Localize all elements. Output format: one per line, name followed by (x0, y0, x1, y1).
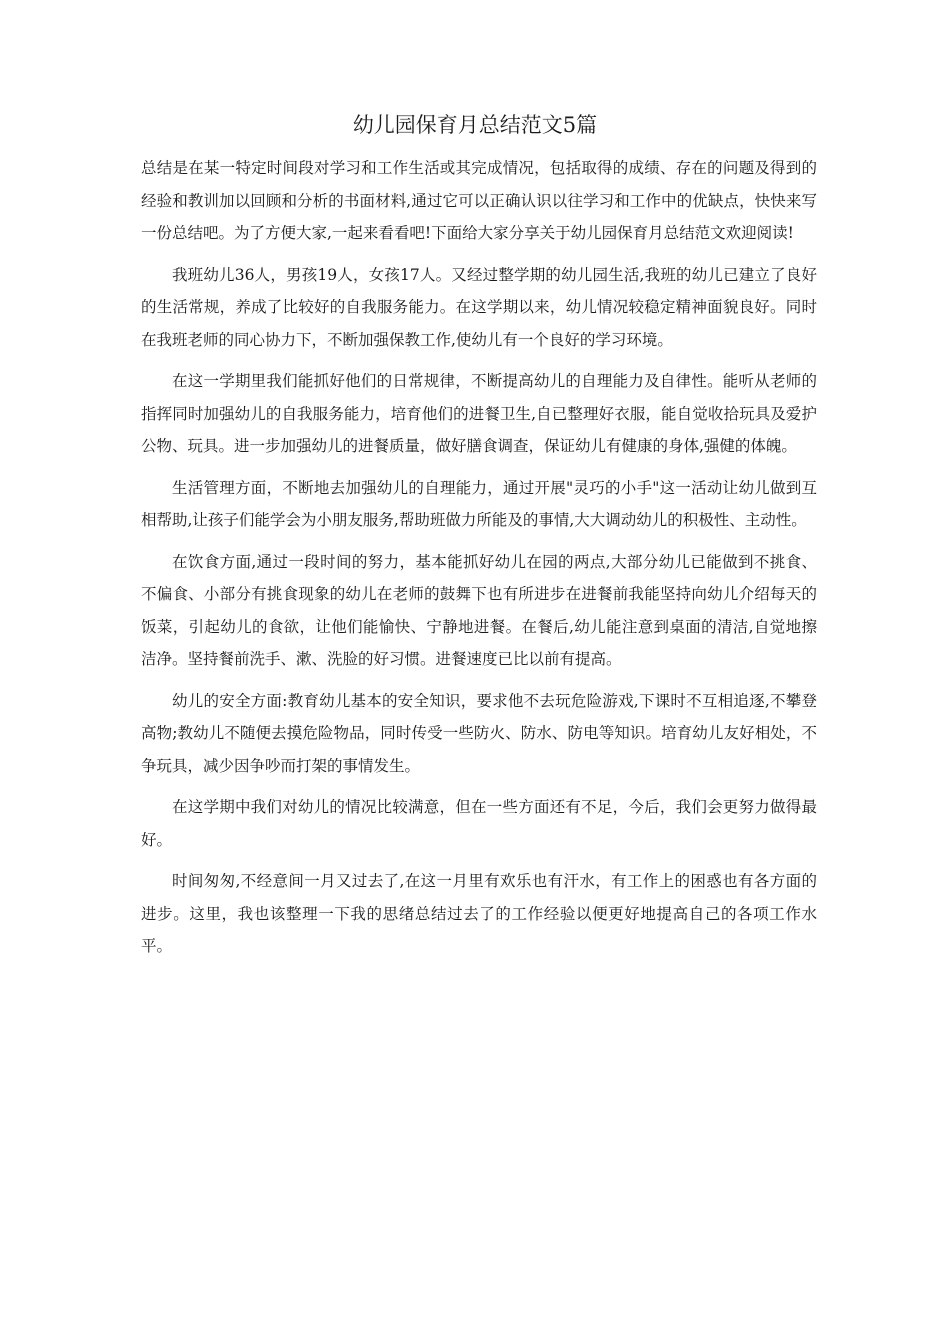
document-body (141, 152, 817, 972)
paragraph-daily-routine: 在这一学期里我们能抓好他们的日常规律，不断提高幼儿的自理能力及自律性。能听从老师的指挥同时加强幼儿的自我服务能力，培育他们的进餐卫生,自已整理好衣服，能自觉收拾玩具及爱护公物、玩具。进一步加强幼儿的进餐质量，做好膳食调查，保证幼儿有健康的身体,强健的体魄。 (141, 372, 817, 455)
paragraph-second-summary-intro: 时间匆匆,不经意间一月又过去了,在这一月里有欢乐也有汗水，有工作上的困惑也有各方面的进步。这里，我也该整理一下我的思绪总结过去了的工作经验以便更好地提高自己的各项工作水平。 (141, 872, 817, 955)
paragraph-safety: 幼儿的安全方面:教育幼儿基本的安全知识，要求他不去玩危险游戏,下课时不互相追逐,不攀登高物;教幼儿不随便去摸危险物品，同时传受一些防火、防水、防电等知识。培育幼儿友好相处，不争玩具，减少因争吵而打架的事情发生。 (141, 691, 817, 775)
document-title: 幼儿园保育月总结范文5篇 (352, 113, 598, 137)
paragraph-diet: 在饮食方面,通过一段时间的努力，基本能抓好幼儿在园的两点,大部分幼儿已能做到不挑食、不偏食、小部分有挑食现象的幼儿在老师的鼓舞下也有所进步在进餐前我能坚持向幼儿介绍每天的饭菜，引起幼儿的食欲，让他们能愉快、宁静地进餐。在餐后,幼儿能注意到桌面的清洁,自觉地擦洁净。坚持餐前洗手、漱、洗脸的好习惯。进餐速度已比以前有提高。 (141, 552, 817, 668)
paragraph-intro: 总结是在某一特定时间段对学习和工作生活或其完成情况，包括取得的成绩、存在的问题及得到的经验和教训加以回顾和分析的书面材料,通过它可以正确认识以往学习和工作中的优缺点，快快来写一份总结吧。为了方便大家,一起来看看吧!下面给大家分享关于幼儿园保育月总结范文欢迎阅读! (141, 159, 817, 242)
paragraph-class-overview: 我班幼儿36人，男孩19人，女孩17人。又经过整学期的幼儿园生活,我班的幼儿已建立了良好的生活常规，养成了比较好的自我服务能力。在这学期以来，幼儿情况较稳定精神面貌良好。同时在我班老师的同心协力下，不断加强保教工作,使幼儿有一个良好的学习环境。 (141, 265, 817, 349)
paragraph-life-management: 生活管理方面，不断地去加强幼儿的自理能力，通过开展"灵巧的小手"这一活动让幼儿做到互相帮助,让孩子们能学会为小朋友服务,帮助班做力所能及的事情,大大调动幼儿的积极性、主动性。 (141, 478, 817, 529)
paragraph-conclusion: 在这学期中我们对幼儿的情况比较满意，但在一些方面还有不足，今后，我们会更努力做得最好。 (141, 798, 817, 849)
